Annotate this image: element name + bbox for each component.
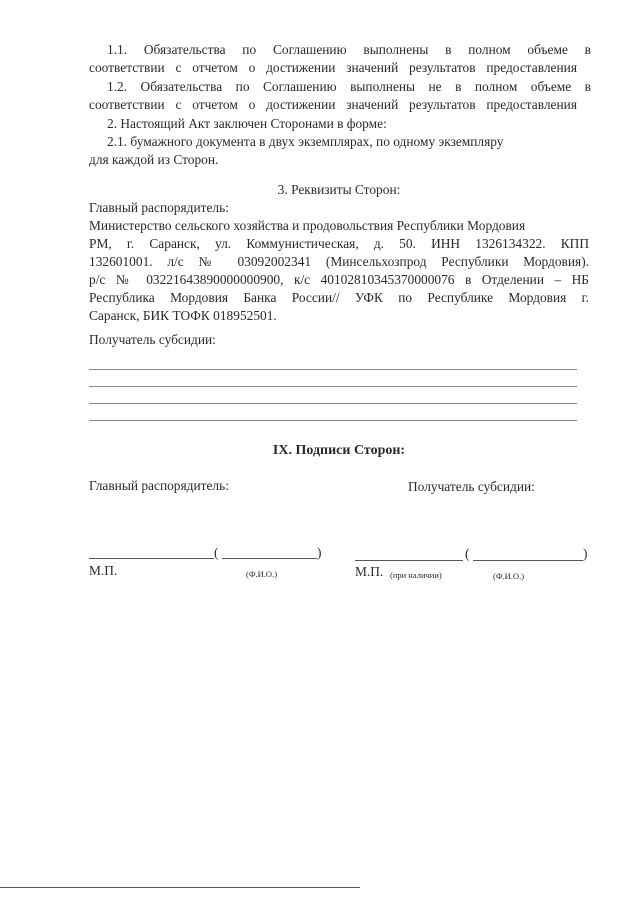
para-1-2-line-1: 1.2. Обязательства по Соглашению выполнены не в полном объеме в bbox=[107, 79, 591, 94]
requisites-title: 3. Реквизиты Сторон: bbox=[277, 182, 401, 197]
right-fio-caption: (Ф.И.О.) bbox=[493, 571, 525, 581]
recipient-blank-line-1 bbox=[89, 369, 577, 370]
signatures-title: IX. Подписи Сторон: bbox=[272, 443, 406, 458]
right-fio-open-paren: ( bbox=[465, 546, 470, 561]
left-fio-close-paren: ) bbox=[317, 545, 322, 560]
right-fio-close-paren: ) bbox=[583, 546, 588, 561]
footnote-separator bbox=[0, 887, 360, 888]
recipient-blank-line-4 bbox=[89, 420, 577, 421]
left-fio-caption: (Ф.И.О.) bbox=[246, 569, 278, 579]
para-1-1-line-1: 1.1. Обязательства по Соглашению выполнены в полном объеме в bbox=[107, 42, 591, 57]
left-mp-label: М.П. bbox=[89, 563, 118, 578]
para-1-1-line-2: соответствии с отчетом о достижении значений результатов предоставления bbox=[89, 60, 577, 75]
para-2: 2. Настоящий Акт заключен Сторонами в форме: bbox=[107, 116, 387, 131]
recipient-blank-line-3 bbox=[89, 403, 577, 404]
left-fio-open-paren: ( bbox=[214, 545, 219, 560]
left-fio-line bbox=[222, 558, 317, 559]
right-signature-line bbox=[355, 560, 463, 561]
signature-left-label: Главный распорядитель: bbox=[89, 478, 229, 493]
para-2-1-line-2: для каждой из Сторон. bbox=[89, 152, 219, 167]
main-manager-line-4: р/с № 03221643890000000900, к/с 40102810345370000076 в Отделении – НБ bbox=[89, 272, 589, 287]
signature-right-label: Получатель субсидии: bbox=[408, 479, 535, 494]
para-2-1-line-1: 2.1. бумажного документа в двух экземплярах, по одному экземпляру bbox=[107, 134, 504, 149]
main-manager-line-6: Саранск, БИК ТОФК 018952501. bbox=[89, 308, 277, 323]
main-manager-line-5: Республика Мордовия Банка России// УФК по Республике Мордовия г. bbox=[89, 290, 589, 305]
main-manager-line-1: Министерство сельского хозяйства и продовольствия Республики Мордовия bbox=[89, 218, 526, 233]
main-manager-line-3: 132601001. л/с № 03092002341 (Минсельхозпрод Республики Мордовия). bbox=[89, 254, 589, 269]
main-manager-line-2: РМ, г. Саранск, ул. Коммунистическая, д. 50. ИНН 1326134322. КПП bbox=[89, 236, 589, 251]
right-mp-note: (при наличии) bbox=[390, 570, 442, 580]
recipient-label: Получатель субсидии: bbox=[89, 332, 216, 347]
right-fio-line bbox=[473, 560, 583, 561]
recipient-blank-line-2 bbox=[89, 386, 577, 387]
left-signature-line bbox=[89, 558, 214, 559]
para-1-2-line-2: соответствии с отчетом о достижении значений результатов предоставления bbox=[89, 97, 577, 112]
main-manager-label: Главный распорядитель: bbox=[89, 200, 229, 215]
right-mp-label: М.П. bbox=[355, 564, 384, 579]
